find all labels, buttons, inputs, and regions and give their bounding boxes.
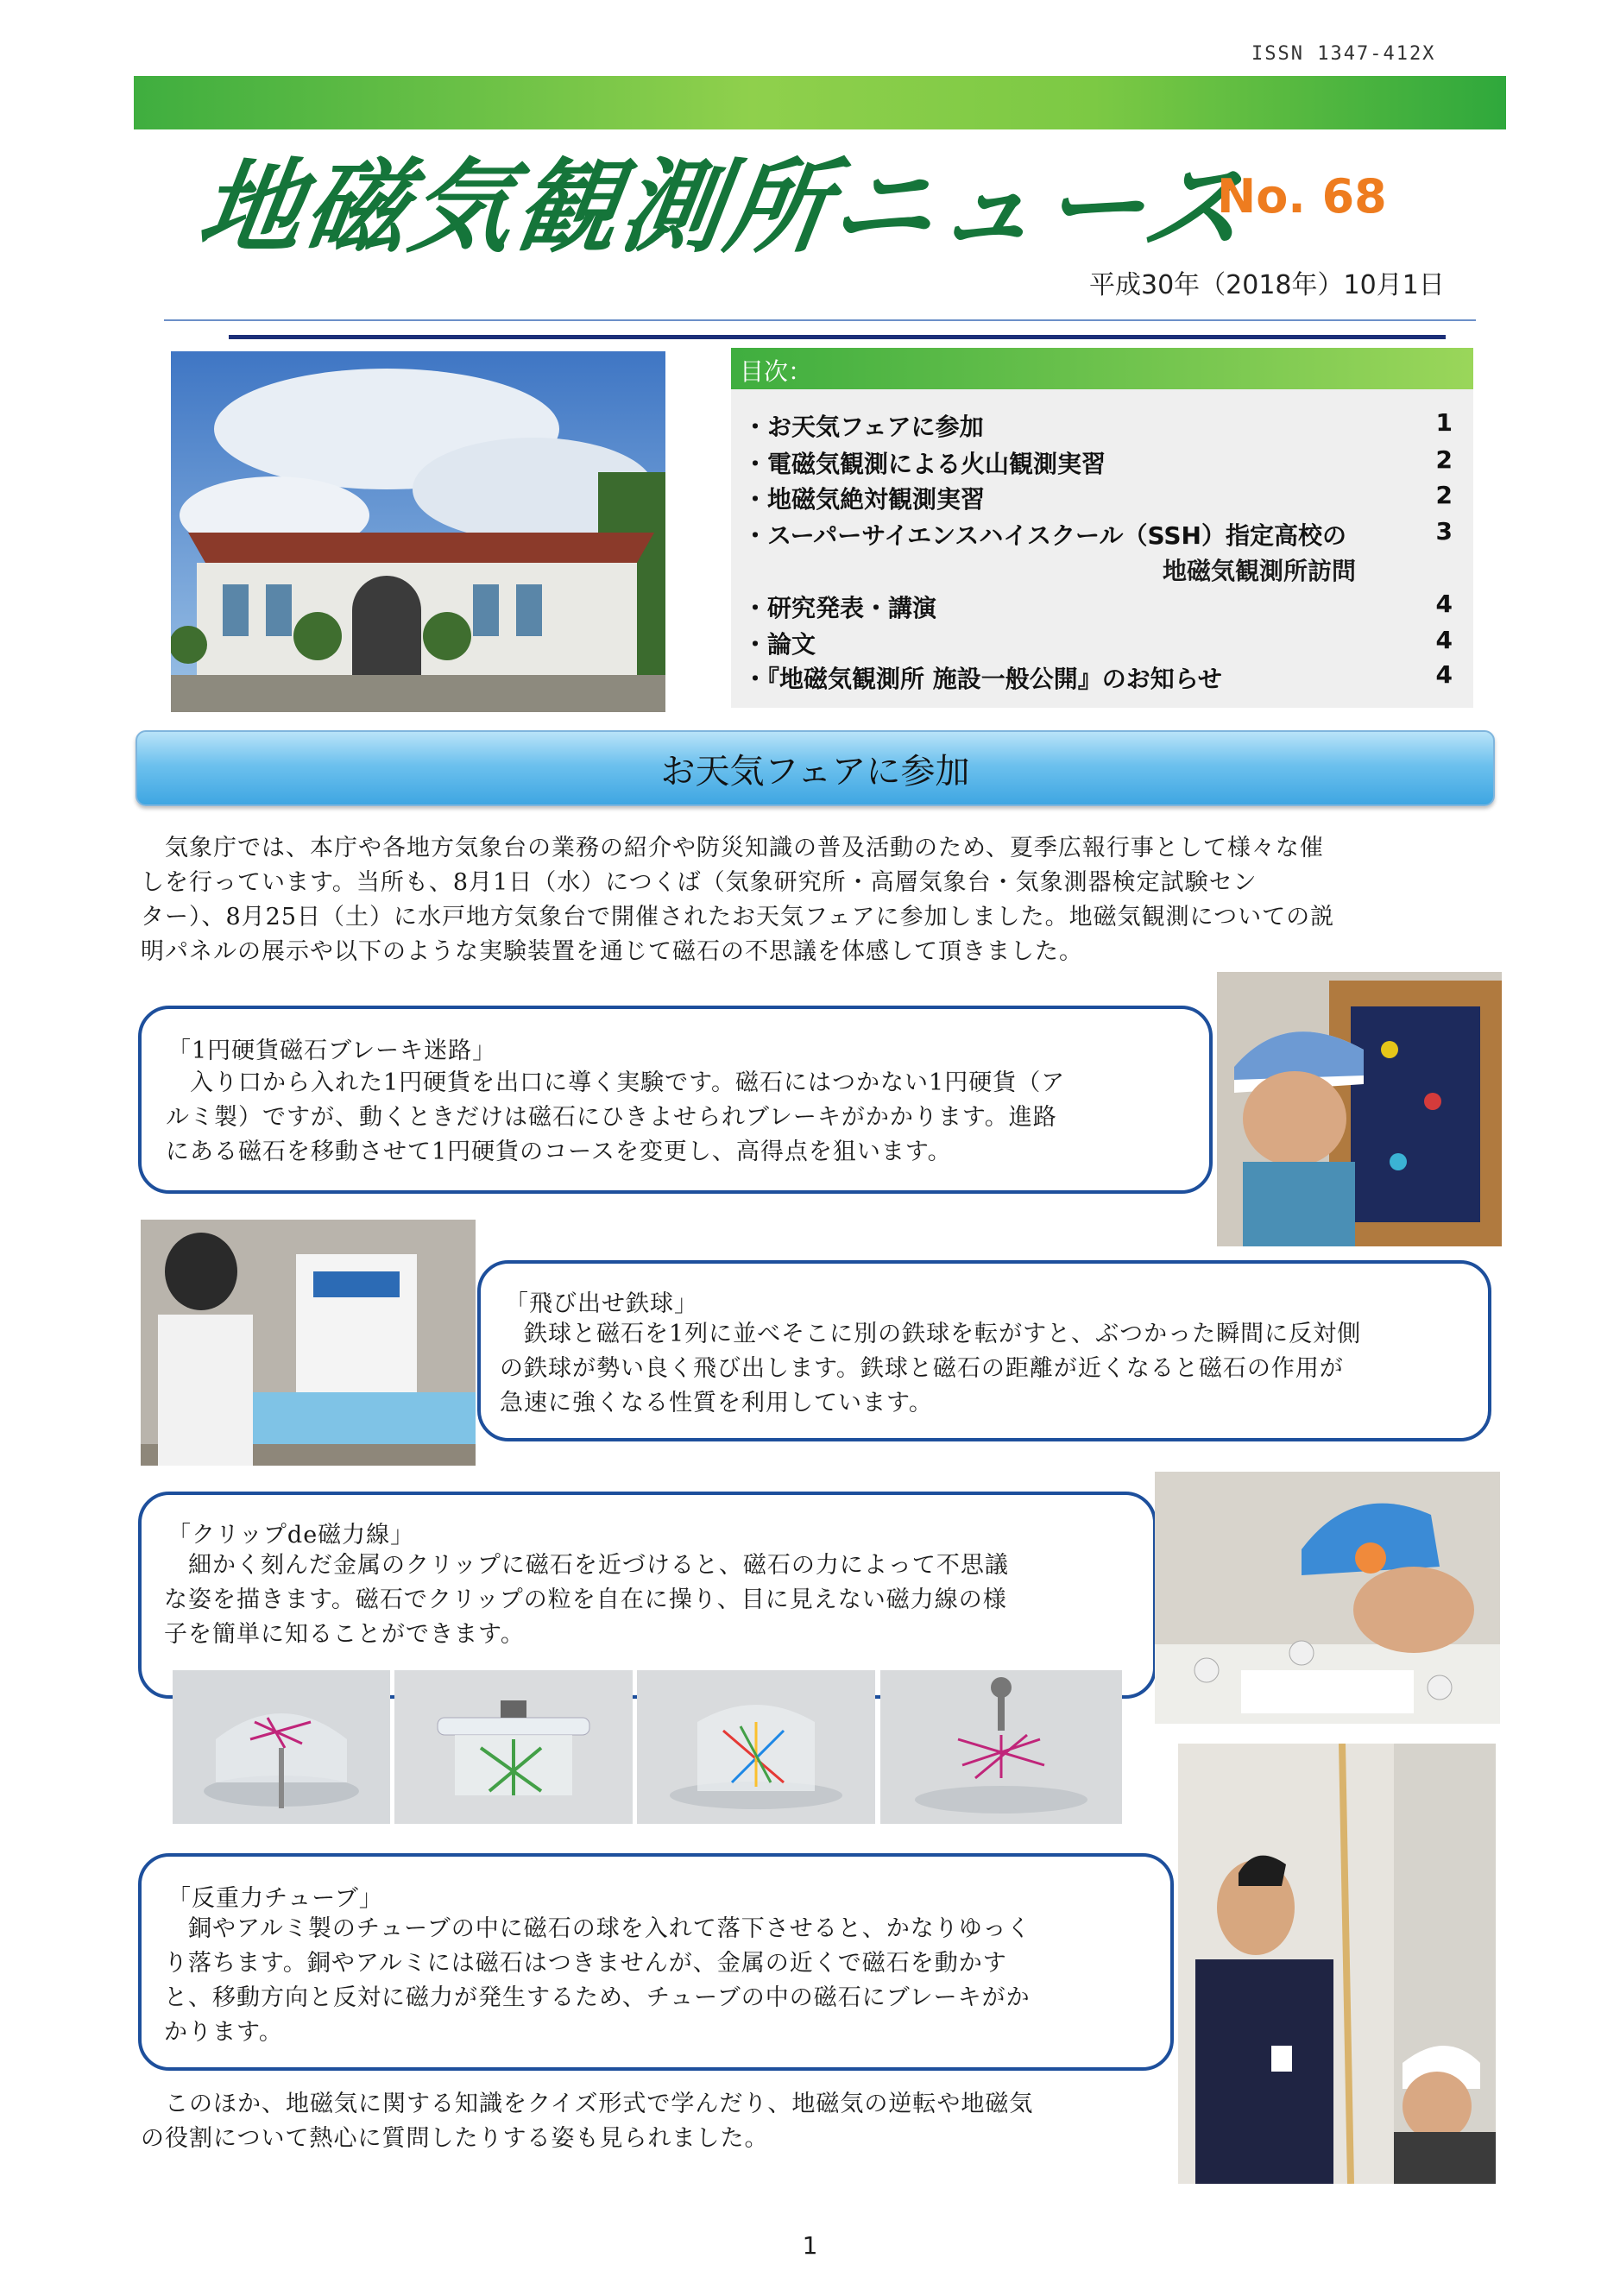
- toc-item[interactable]: [743, 590, 1465, 624]
- callout-clip-field: [138, 1492, 1157, 1699]
- issue-date: 平成30年（2018年）10月1日: [1089, 270, 1445, 300]
- text-line: な姿を描きます。磁石でクリップの粒を自在に操り、目に見えない磁力線の様: [164, 1586, 1007, 1613]
- callout-title: 「飛び出せ鉄球」: [505, 1290, 698, 1317]
- toc-item-page: 1: [1435, 408, 1453, 437]
- section-banner: [136, 730, 1495, 806]
- clip-sample-photo: [173, 1670, 390, 1824]
- toc-item-label: ・電磁気観測による火山観測実習: [743, 450, 1106, 478]
- callout-title: 「クリップde磁力線」: [167, 1522, 415, 1549]
- text-line: このほか、地磁気に関する知識をクイズ形式で学んだり、地磁気の逆転や地磁気: [141, 2091, 1034, 2117]
- divider-thick: [229, 335, 1446, 339]
- toc-item[interactable]: [743, 626, 1465, 660]
- callout-title: 「1円硬貨磁石ブレーキ迷路」: [167, 1038, 497, 1064]
- toc-item-page: 4: [1435, 590, 1453, 618]
- text-line: しを行っています。当所も、8月1日（水）につくば（気象研究所・高層気象台・気象測器検定試験セン: [141, 869, 1258, 896]
- toc-item-continuation: 地磁気観測所訪問: [1163, 557, 1357, 585]
- toc-item-page: 2: [1435, 481, 1453, 509]
- section-title: お天気フェアに参加: [660, 752, 970, 792]
- clip-sample-photo: [637, 1670, 875, 1824]
- intro-paragraph: [141, 831, 1496, 969]
- toc-item-label: ・スーパーサイエンスハイスクール（SSH）指定高校の: [743, 521, 1346, 550]
- clip-table-photo: [1155, 1472, 1500, 1724]
- coin-maze-photo: [1217, 972, 1502, 1246]
- toc-item[interactable]: [743, 481, 1465, 515]
- text-line: にある磁石を移動させて1円硬貨のコースを変更し、高得点を狙います。: [166, 1139, 952, 1165]
- tube-demonstration-photo: [1178, 1744, 1496, 2184]
- iron-ball-photo: [141, 1220, 476, 1466]
- text-line: かります。: [164, 2019, 283, 2046]
- toc-item-page: 3: [1435, 517, 1453, 546]
- clip-sample-photo: [880, 1670, 1122, 1824]
- issn-number: ISSN 1347-412X: [1251, 43, 1436, 65]
- page-number: 1: [802, 2231, 818, 2260]
- toc-item-label: ・お天気フェアに参加: [743, 413, 984, 441]
- callout-text: [164, 1912, 1165, 2050]
- toc-item[interactable]: [743, 445, 1465, 480]
- text-line: 鉄球と磁石を1列に並べそこに別の鉄球を転がすと、ぶつかった瞬間に反対側: [500, 1321, 1362, 1347]
- toc-heading: 目次：: [731, 348, 1473, 389]
- callout-text: [164, 1549, 1148, 1652]
- toc-item-label: ・論文: [743, 630, 816, 659]
- toc-item-page: 4: [1435, 660, 1453, 689]
- text-line: 子を簡単に知ることができます。: [164, 1621, 525, 1648]
- issue-number: No. 68: [1217, 169, 1387, 224]
- toc-item-page: 2: [1435, 445, 1453, 474]
- toc-item[interactable]: [743, 408, 1465, 443]
- observatory-building-photo: [171, 351, 665, 712]
- closing-paragraph: [141, 2087, 1176, 2156]
- table-of-contents: [731, 348, 1473, 708]
- callout-coin-maze: [138, 1006, 1213, 1194]
- text-line: り落ちます。銅やアルミには磁石はつきませんが、金属の近くで磁石を動かす: [164, 1950, 1007, 1977]
- text-line: の役割について熱心に質問したりする姿も見られました。: [141, 2125, 769, 2152]
- text-line: 気象庁では、本庁や各地方気象台の業務の紹介や防災知識の普及活動のため、夏季広報行事として様々な催: [141, 835, 1324, 861]
- toc-item-label: ・地磁気絶対観測実習: [743, 485, 986, 514]
- callout-anti-gravity-tube: [138, 1853, 1174, 2071]
- callout-iron-ball: [477, 1260, 1491, 1441]
- text-line: 入り口から入れた1円硬貨を出口に導く実験です。磁石にはつかない1円硬貨（ア: [166, 1069, 1066, 1096]
- toc-item-page: 4: [1435, 626, 1453, 654]
- callout-title: 「反重力チューブ」: [167, 1885, 383, 1912]
- text-line: 銅やアルミ製のチューブの中に磁石の球を入れて落下させると、かなりゆっく: [164, 1915, 1031, 1942]
- header-green-bar: [134, 76, 1506, 129]
- divider-thin: [164, 319, 1476, 321]
- text-line: ター）、8月25日（土）に水戸地方気象台で開催されたお天気フェアに参加しました。地磁気観測についての説: [141, 904, 1335, 930]
- text-line: 明パネルの展示や以下のような実験装置を通じて磁石の不思議を体感して頂きました。: [141, 938, 1083, 965]
- toc-item[interactable]: [743, 517, 1465, 552]
- callout-text: [500, 1317, 1484, 1421]
- toc-item[interactable]: [743, 660, 1465, 695]
- text-line: 急速に強くなる性質を利用しています。: [500, 1390, 933, 1416]
- clip-sample-photo: [394, 1670, 633, 1824]
- text-line: 細かく刻んだ金属のクリップに磁石を近づけると、磁石の力によって不思議: [164, 1552, 1009, 1579]
- text-line: と、移動方向と反対に磁力が発生するため、チューブの中の磁石にブレーキがか: [164, 1984, 1031, 2011]
- toc-item-label: ・『地磁気観測所 施設一般公開』のお知らせ: [743, 665, 1222, 693]
- callout-text: [166, 1066, 1201, 1170]
- text-line: ルミ製）ですが、動くときだけは磁石にひきよせられブレーキがかかります。進路: [166, 1104, 1057, 1131]
- toc-item-label: ・研究発表・講演: [743, 594, 937, 622]
- newsletter-title: 地磁気観測所ニュース: [192, 148, 1257, 267]
- text-line: の鉄球が勢い良く飛び出します。鉄球と磁石の距離が近くなると磁石の作用が: [500, 1355, 1344, 1382]
